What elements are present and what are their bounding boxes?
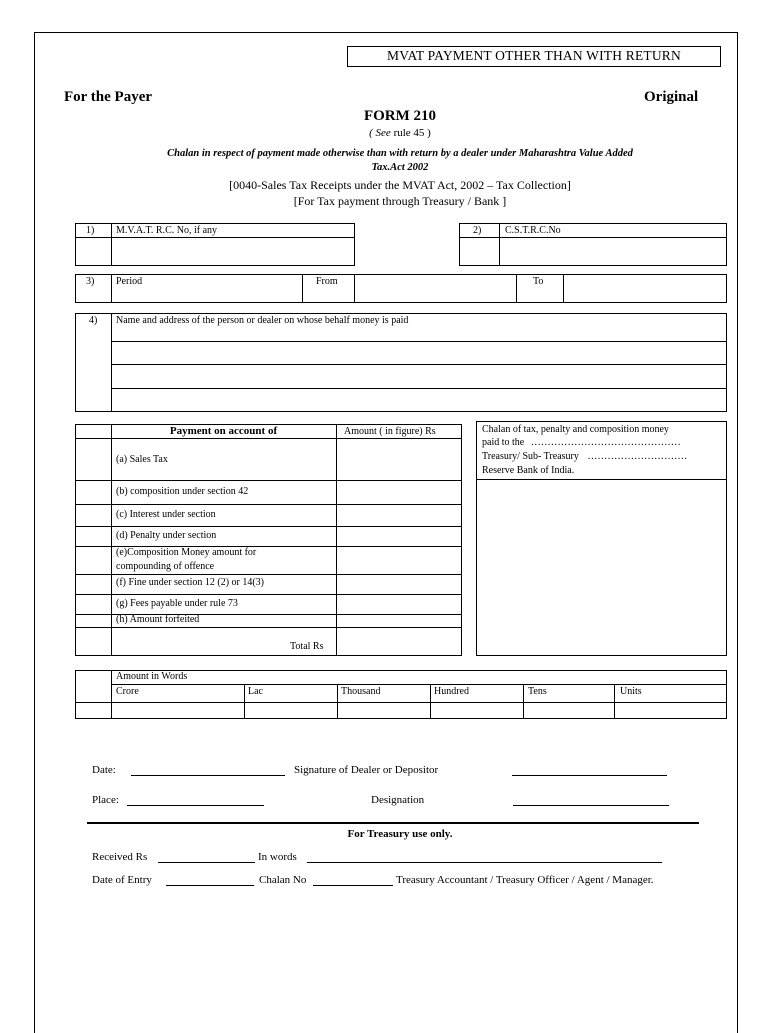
chalan-line-2 xyxy=(482,437,681,448)
row-interest: (c) Interest under section xyxy=(116,509,216,520)
chalan-no-input[interactable] xyxy=(313,885,393,886)
designation-label: Designation xyxy=(371,794,425,806)
row-fees: (g) Fees payable under rule 73 xyxy=(116,598,238,609)
chalan-description-2: Tax.Act 2002 xyxy=(371,162,429,173)
section-2-label: C.S.T.R.C.No xyxy=(505,225,561,236)
banner-text: MVAT PAYMENT OTHER THAN WITH RETURN xyxy=(387,48,681,63)
section-1-num: 1) xyxy=(86,225,95,236)
from-input[interactable] xyxy=(356,276,514,301)
date-input[interactable] xyxy=(131,775,285,776)
divider xyxy=(87,822,699,824)
from-label: From xyxy=(316,276,338,287)
received-input[interactable] xyxy=(158,862,255,863)
signature-input[interactable] xyxy=(512,775,667,776)
date-of-entry-input[interactable] xyxy=(166,885,254,886)
rule-suffix: rule 45 ) xyxy=(393,127,431,139)
row-sales-tax: (a) Sales Tax xyxy=(116,454,168,465)
to-label: To xyxy=(533,276,544,287)
treasury-accountant-label: Treasury Accountant / Treasury Officer / Agent / Manager. xyxy=(396,874,654,886)
signature-label: Signature of Dealer or Depositor xyxy=(294,764,439,776)
date-of-entry-label: Date of Entry xyxy=(92,874,152,886)
col-thousand: Thousand xyxy=(341,686,381,697)
amount-in-words-label: Amount in Words xyxy=(116,671,188,682)
row-composition-money: (e)Composition Money amount for xyxy=(116,547,257,558)
chalan-line-2-text: paid to the xyxy=(482,437,525,448)
chalan-no-label: Chalan No xyxy=(259,874,307,886)
chalan-description-1: Chalan in respect of payment made otherwise than with return by a dealer under Maharashtra Value Added xyxy=(167,148,633,159)
chalan-line-3-dots: ………………………… xyxy=(587,451,688,462)
section-2-num: 2) xyxy=(473,225,482,236)
rule-prefix: ( See xyxy=(369,127,391,139)
original-label: Original xyxy=(644,89,699,105)
amount-total-input[interactable] xyxy=(338,629,460,655)
row-composition: (b) composition under section 42 xyxy=(116,486,249,497)
chalan-line-2-dots: ……………………………………… xyxy=(530,437,681,448)
receipts-line: [0040-Sales Tax Receipts under the MVAT Act, 2002 – Tax Collection] xyxy=(229,178,571,192)
through-line: [For Tax payment through Treasury / Bank ] xyxy=(293,194,507,208)
form-title: FORM 210 xyxy=(363,108,437,124)
period-label: Period xyxy=(116,276,143,287)
amount-sales-tax-input[interactable] xyxy=(338,440,460,479)
col-units: Units xyxy=(620,686,642,697)
date-label: Date: xyxy=(92,764,116,776)
section-4-num: 4) xyxy=(89,315,98,326)
amount-header: Amount ( in figure) Rs xyxy=(344,426,436,437)
chalan-line-3-text: Treasury/ Sub- Treasury xyxy=(482,451,579,462)
col-crore: Crore xyxy=(116,686,139,697)
rule-reference xyxy=(300,127,500,139)
row-fine: (f) Fine under section 12 (2) or 14(3) xyxy=(116,577,265,588)
col-tens: Tens xyxy=(528,686,547,697)
row-compounding: compounding of offence xyxy=(116,561,215,572)
name-address-input[interactable] xyxy=(113,343,725,410)
section-1-label: M.V.A.T. R.C. No, if any xyxy=(116,225,218,236)
payment-header: Payment on account of xyxy=(169,425,278,437)
place-label: Place: xyxy=(92,794,119,806)
section-3-num: 3) xyxy=(86,276,95,287)
row-forfeited: (h) Amount forfeited xyxy=(116,614,200,625)
received-label: Received Rs xyxy=(92,851,148,863)
col-lac: Lac xyxy=(248,686,263,697)
section-4-label: Name and address of the person or dealer on whose behalf money is paid xyxy=(116,315,409,326)
in-words-input[interactable] xyxy=(307,862,662,863)
in-words-label: In words xyxy=(258,851,297,863)
designation-input[interactable] xyxy=(513,805,669,806)
chalan-line-4: Reserve Bank of India. xyxy=(482,465,575,476)
total-label: Total Rs xyxy=(290,641,324,652)
chalan-line-3 xyxy=(482,451,687,462)
col-hundred: Hundred xyxy=(434,686,469,697)
chalan-line-1: Chalan of tax, penalty and composition money xyxy=(482,424,669,435)
row-penalty: (d) Penalty under section xyxy=(116,530,217,541)
to-input[interactable] xyxy=(565,276,725,301)
for-the-payer: For the Payer xyxy=(64,89,153,105)
treasury-title: For Treasury use only. xyxy=(347,828,453,840)
place-input[interactable] xyxy=(127,805,264,806)
